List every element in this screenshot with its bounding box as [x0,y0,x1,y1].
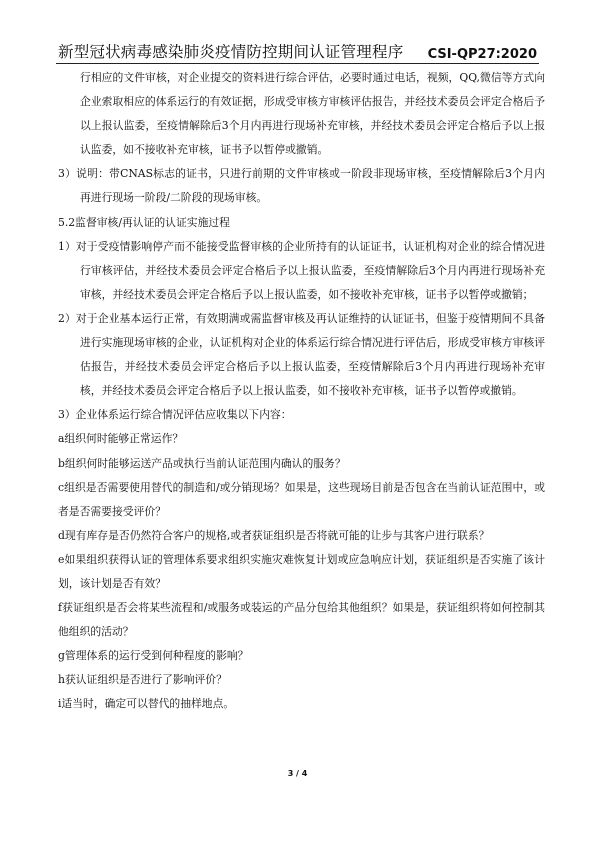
header-rule [56,63,539,64]
paragraph: 行相应的文件审核，对企业提交的资料进行综合评估，必要时通过电话，视频，QQ,微信等方式向企业索取相应的体系运行的有效证据，形成受审核方审核评估报告，并经技术委员会评定合格后予以上报认监委，至疫情解除后3个月内再进行现场补充审核，并经技术委员会评定合格后予以上报认监委，如不接收补充审核，证书予以暂停或撤销。 [80,71,545,157]
list-item: i适当时，确定可以替代的抽样地点。 [58,697,235,711]
list-item: a组织何时能够正常运作？ [58,432,184,446]
list-item: e如果组织获得认证的管理体系要求组织实施灾难恢复计划或应急响应计划，获证组织是否实施了该计划，该计划是否有效？ [58,552,545,590]
list-item: b组织何时能够运送产品或执行当前认证范围内确认的服务？ [58,456,346,470]
list-item: f获证组织是否会将某些流程和/或服务或装运的产品分包给其他组织？如果是，获证组织将如何控制其他组织的活动？ [58,601,545,639]
paragraph: 2）对于企业基本运行正常，有效期满或需监督审核及再认证维持的认证证书，但鉴于疫情期间不具备进行实施现场审核的企业，认证机构对企业的体系运行综合情况进行评估后，形成受审核方审核评估报告，并经技术委员会评定合格后予以上报认监委，至疫情解除后3个月内再进行现场补充审核，并经技术委员会评定合格后予以上报认监委，如不接收补充审核，证书予以暂停或撤销。 [58,311,545,398]
list-item: g管理体系的运行受到何种程度的影响？ [58,649,249,663]
page-number: 3 / 4 [287,769,308,778]
section-heading: 5.2监督审核/再认证的认证实施过程 [58,215,230,229]
document-code: CSI-QP27:2020 [427,47,537,62]
paragraph: 1）对于受疫情影响停产而不能接受监督审核的企业所持有的认证证书，认证机构对企业的综合情况进行审核评估，并经技术委员会评定合格后予以上报认监委，至疫情解除后3个月内再进行现场补充审核，并经技术委员会评定合格后予以上报认监委，如不接收补充审核，证书予以暂停或撤销； [58,239,545,301]
paragraph: 3）说明：带CNAS标志的证书，只进行前期的文件审核或一阶段非现场审核，至疫情解除后3个月内再进行现场一阶段/二阶段的现场审核。 [58,167,545,205]
list-item: d现有库存是否仍然符合客户的规格,或者获证组织是否将就可能的让步与其客户进行联系？ [58,528,490,542]
paragraph: 3）企业体系运行综合情况评估应收集以下内容： [58,408,292,422]
list-item: c组织是否需要使用替代的制造和/或分销现场？如果是，这些现场目前是否包含在当前认证范围中，或者是否需要接受评价？ [58,480,545,518]
page-header [58,38,537,62]
document-body [58,66,545,717]
document-title: 新型冠状病毒感染肺炎疫情防控期间认证管理程序 [58,43,404,61]
list-item: h获认证组织是否进行了影响评价？ [58,673,227,687]
